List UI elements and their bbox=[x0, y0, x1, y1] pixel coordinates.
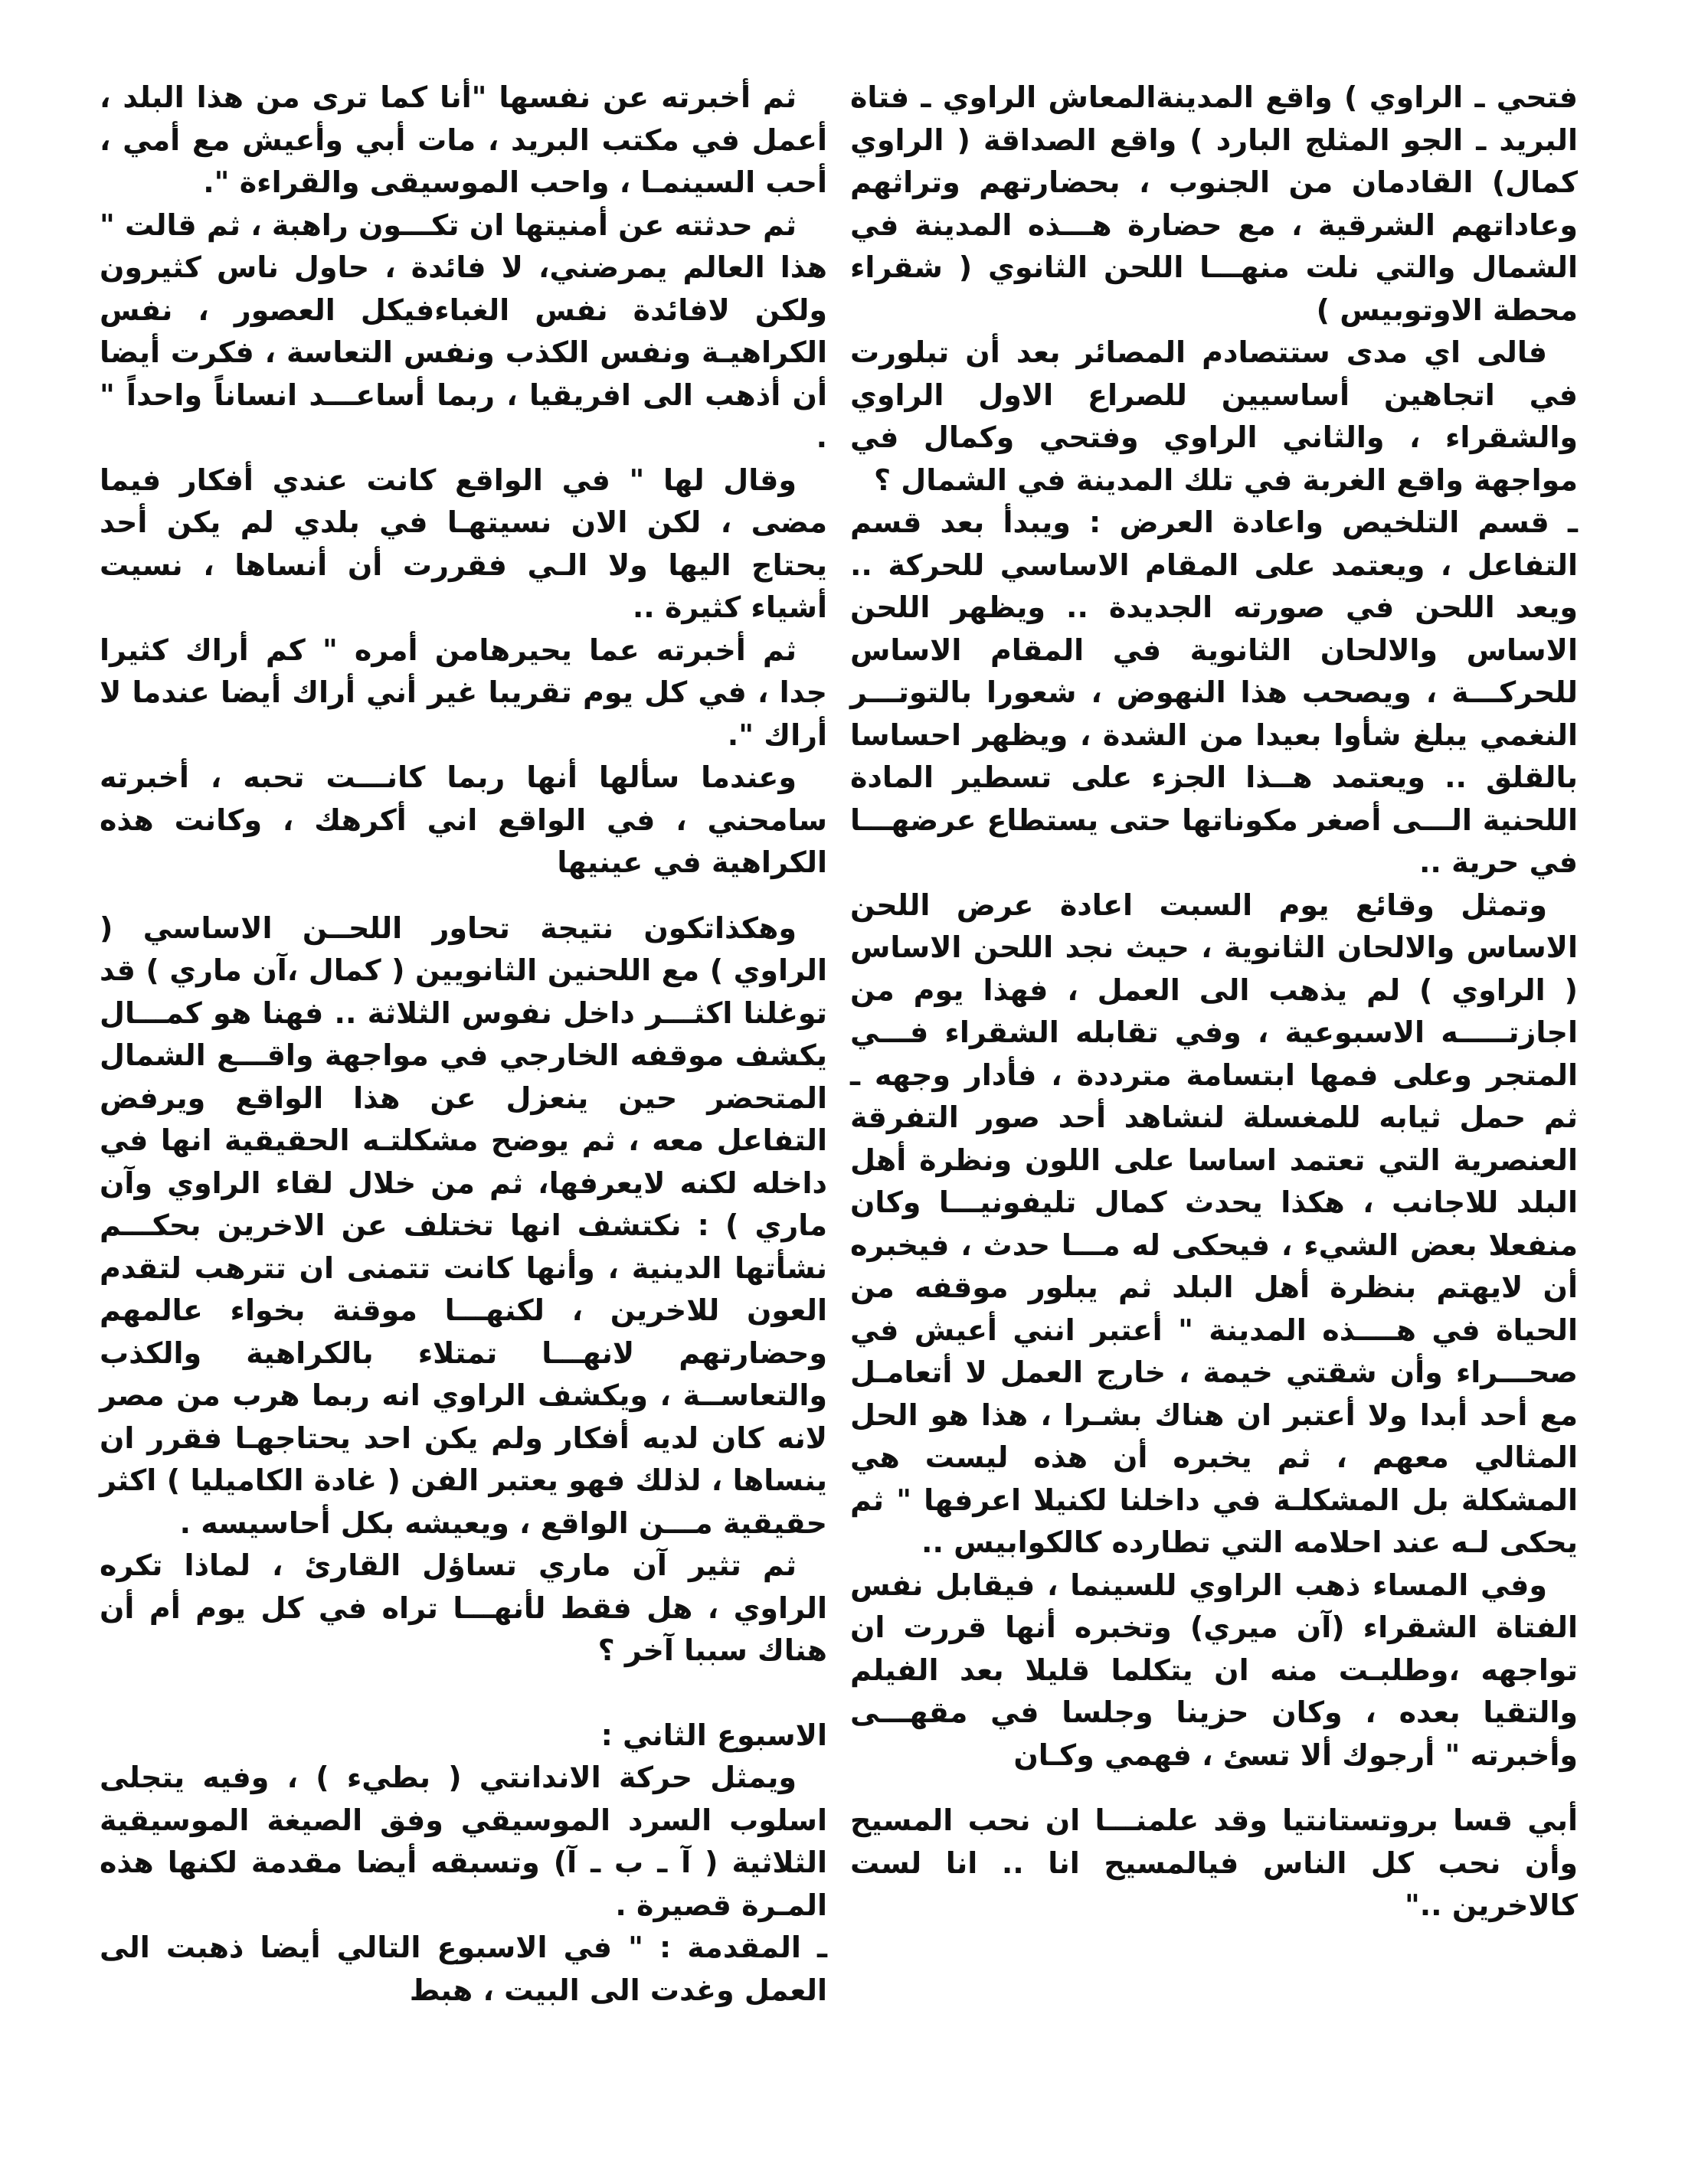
paragraph: ثم حدثته عن أمنيتها ان تكـــون راهبة ، ثم قالت " هذا العالم يمرضني، لا فائدة ، حاول ناس كثيرون ولكن لافائدة نفس الغباءفيكل العصور ، نفس الكراهيـة ونفس الكذب ونفس التعاسة ، فكرت أيضا أن أذهب الى افريقيا ، ربما أساعـــد انساناً واحداً " . bbox=[100, 208, 828, 454]
paragraph: ثم أخبرته عما يحيرهامن أمره " كم أراك كثيرا جدا ، في كل يوم تقريبا غير أني أراك أيضا عندما لا أراك ". bbox=[100, 633, 827, 752]
section-heading: الاسبوع الثاني : bbox=[600, 1718, 827, 1752]
paragraph: ـ قسم التلخيص واعادة العرض : ويبدأ بعد قسم التفاعل ، ويعتمد على المقام الاساسي للحركة .. ويعد اللحن في صورته الجديدة .. ويظهر اللحن الاساس والالحان الثانوية في المقام الاساس للحركـــة ، ويصحب هذا النهوض ، شعورا بالتوتـــر النغمي يبلغ شأوا بعيدا من الشدة ، ويظهر احساسا بالقلق .. ويعتمد هــذا الجزء على تسطير المادة اللحنية الـــى أصغر مكوناتها حتى يستطاع عرضهـــا في حرية .. bbox=[850, 505, 1578, 879]
paragraph: وعندما سألها أنها ربما كانـــت تحبه ، أخبرته سامحني ، في الواقع اني أكرهك ، وكانت هذه الكراهية في عينيها bbox=[100, 760, 827, 879]
paragraph: أبي قسا بروتستانتيا وقد علمنـــا ان نحب المسيح وأن نحب كل الناس فيالمسيح انا .. انا لست كالاخرين .." bbox=[850, 1803, 1578, 1922]
paragraph: ـ المقدمة : " في الاسبوع التالي أيضا ذهبت الى العمل وغدت الى البيت ، هبط bbox=[100, 1931, 827, 2007]
paragraph: فالى اي مدى ستتصادم المصائر بعد أن تبلورت في اتجاهين أساسيين للصراع الاول الراوي والشقراء ، والثاني الراوي وفتحي وكمال في مواجهة واقع الغربة في تلك المدينة في الشمال ؟ bbox=[850, 335, 1578, 497]
paragraph: ثم أخبرته عن نفسها "أنا كما ترى من هذا البلد ، أعمل في مكتب البريد ، مات أبي وأعيش مع أمي ، أحب السينمـا ، واحب الموسيقى والقراءة ". bbox=[100, 80, 827, 199]
paragraph: ثم تثير آن ماري تساؤل القارئ ، لماذا تكره الراوي ، هل فقط لأنهـــا تراه في كل يوم أم أن هناك سببا آخر ؟ bbox=[100, 1548, 828, 1667]
left-column bbox=[100, 77, 827, 2012]
right-column bbox=[850, 77, 1578, 1927]
paragraph: وقال لها " في الواقع كانت عندي أفكار فيما مضى ، لكن الان نسيتهـا في بلدي لم يكن أحد يحتاج اليها ولا الـي فقررت أن أنساها ، نسيت أشياء كثيرة .. bbox=[100, 463, 828, 624]
paragraph: وفي المساء ذهب الراوي للسينما ، فيقابل نفس الفتاة الشقراء (آن ميري) وتخبره أنها قررت ان تواجهه ،وطلبـت منه ان يتكلما قليلا بعد الفيلم والتقيا بعده ، وكان حزينا وجلسا في مقهـــى وأخبرته " أرجوك ألا تسئ ، فهمي وكـان bbox=[850, 1568, 1579, 1772]
paragraph: ويمثل حركة الاندانتي ( بطيء ) ، وفيه يتجلى اسلوب السرد الموسيقي وفق الصيغة الموسيقية الثلاثية ( آ ـ ب ـ آ) وتسبقه أيضا مقدمة لكنها هذه المـرة قصيرة . bbox=[100, 1761, 828, 1922]
paragraph: وهكذاتكون نتيجة تحاور اللحــن الاساسي ( الراوي ) مع اللحنين الثانويين ( كمال ،آن ماري ) قد توغلنا اكثـــر داخل نفوس الثلاثة .. فهنا هو كمـــال يكشف موقفه الخارجي في مواجهة واقـــع الشمال المتحضر حين ينعزل عن هذا الواقع ويرفض التفاعل معه ، ثم يوضح مشكلتـه الحقيقية انها في داخله لكنه لايعرفها، ثم من خلال لقاء الراوي وآن ماري ) : نكتشف انها تختلف عن الاخرين بحكـــم نشأتها الدينية ، وأنها كانت تتمنى ان تترهب لتقدم العون للاخرين ، لكنهـــا موقنة بخواء عالمهم وحضارتهم لانهـــا تمتلاء بالكراهية والكذب والتعاســة ، ويكشف الراوي انه ربما هرب من مصر لانه كان لديه أفكار ولم يكن احد يحتاجهـا فقرر ان ينساها ، لذلك فهو يعتبر الفن ( غادة الكاميليا ) اكثر حقيقية مـــن الواقع ، ويعيشه بكل أحاسيسه . bbox=[100, 911, 828, 1540]
paragraph: وتمثل وقائع يوم السبت اعادة عرض اللحن الاساس والالحان الثانوية ، حيث نجد اللحن الاساس ( الراوي ) لم يذهب الى العمل ، فهذا يوم من اجازتـــــه الاسبوعية ، وفي تقابله الشقراء فـــي المتجر وعلى فمها ابتسامة مترددة ، فأدار وجهه ـ ثم حمل ثيابه للمغسلة لنشاهد أحد صور التفرقة العنصرية التي تعتمد اساسا على اللون ونظرة أهل البلد للاجانب ، هكذا يحدث كمال تليفونيـــا وكان منفعلا بعض الشيء ، فيحكى له مـــا حدث ، فيخبره أن لايهتم بنظرة أهل البلد ثم يبلور موقفه من الحياة في هــــذه المدينة " أعتبر انني أعيش في صحـــراء وأن شقتي خيمة ، خارج العمل لا أتعامـل مع أحد أبدا ولا أعتبر ان هناك بشـرا ، هذا هو الحل المثالي معهم ، ثم يخبره أن هذه ليست هي المشكلة بل المشكلـة في داخلنا لكنيلا اعرفها " ثم يحكى لـه عند احلامه التي تطارده كالكوابيس .. bbox=[850, 888, 1579, 1559]
paragraph: فتحي ـ الراوي ) واقع المدينةالمعاش الراوي ـ فتاة البريد ـ الجو المثلج البارد ) واقع الصداقة ( الراوي كمال) القادمان من الجنوب ، بحضارتهم وتراثهم وعاداتهم الشرقية ، مع حضارة هـــذه المدينة في الشمال والتي نلت منهـــا اللحن الثانوي ( شقراء محطة الاوتوبيس ) bbox=[850, 80, 1579, 327]
